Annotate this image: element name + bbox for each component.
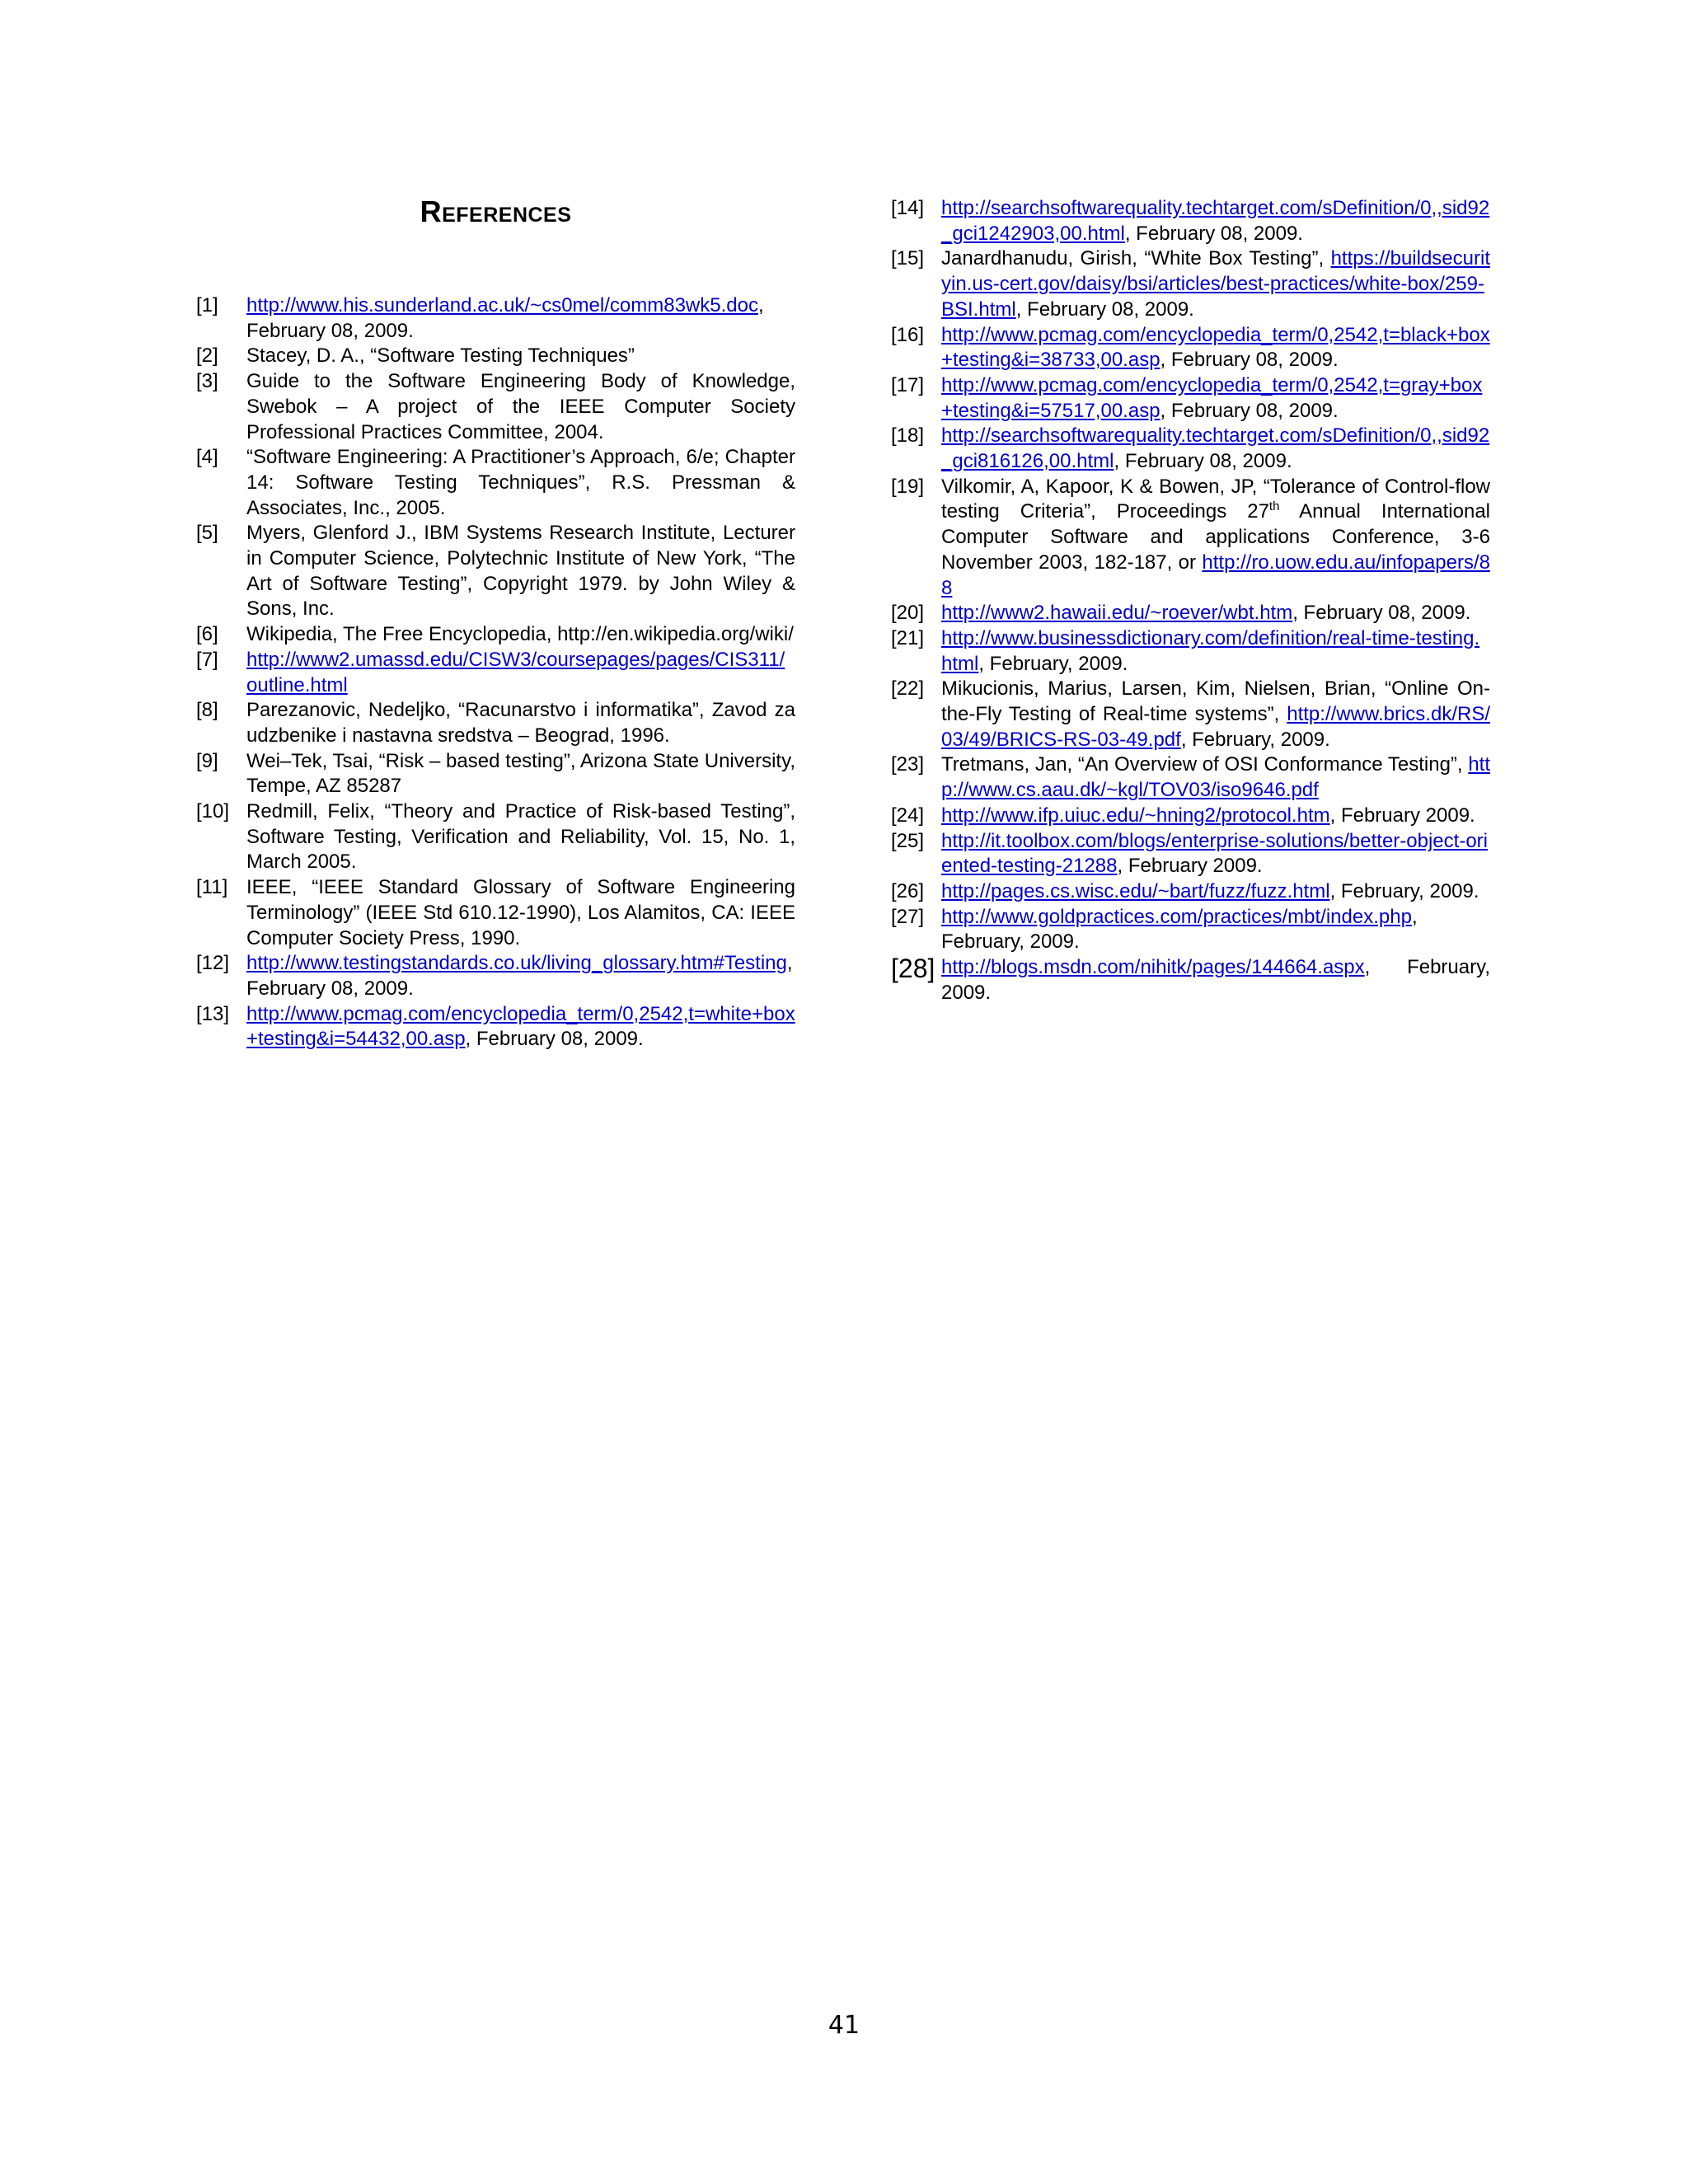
reference-number: [27] (891, 905, 925, 928)
reference-number: [5] (196, 522, 218, 545)
reference-item (891, 905, 1490, 955)
reference-item (891, 323, 1490, 373)
reference-number: [21] (891, 626, 925, 649)
reference-text (941, 955, 1490, 1005)
reference-url-link[interactable]: http://www.brics.dk/RS/03/49/BRICS-RS-03-49.pdf (941, 703, 1490, 751)
reference-access-date: , February 08, 2009. (1160, 349, 1339, 372)
reference-access-date: , February 08, 2009. (246, 294, 764, 342)
reference-number: [24] (891, 804, 925, 827)
reference-url-link[interactable]: http://searchsoftwarequality.techtarget.com/sDefinition/0,,sid92_gci816126,00.html (941, 424, 1490, 473)
reference-number: [1] (196, 294, 218, 316)
reference-item (196, 445, 795, 521)
reference-item (196, 293, 795, 344)
reference-access-date: , February, 2009. (978, 652, 1128, 675)
reference-access-date: , February 2009. (1117, 855, 1263, 878)
reference-number: [15] (891, 247, 925, 270)
reference-url-link[interactable]: http://www.cs.aau.dk/~kgl/TOV03/iso9646.pdf (941, 753, 1490, 802)
reference-url-link[interactable]: http://www.pcmag.com/encyclopedia_term/0,2542,t=gray+box+testing&i=57517,00.asp (941, 373, 1483, 422)
reference-number: [20] (891, 602, 925, 625)
reference-number: [9] (196, 749, 218, 772)
reference-text (246, 344, 795, 369)
reference-number: [19] (891, 475, 925, 498)
reference-url-link[interactable]: http://www.businessdictionary.com/definition/real-time-testing.html (941, 626, 1480, 675)
reference-number: [4] (196, 446, 218, 469)
reference-item (891, 196, 1490, 246)
reference-url-link[interactable]: http://blogs.msdn.com/nihitk/pages/144664.aspx (941, 956, 1365, 979)
reference-item (891, 424, 1490, 474)
reference-url-link[interactable]: http://pages.cs.wisc.edu/~bart/fuzz/fuzz.html (941, 879, 1330, 902)
reference-item (891, 373, 1490, 424)
reference-text (941, 879, 1490, 905)
reference-citation: Parezanovic, Nedeljko, “Racunarstvo i informatika”, Zavod za udzbenike i nastavna sredstva – Beograd, 1996. (246, 699, 795, 747)
references-heading: References (420, 194, 572, 228)
reference-citation: Redmill, Felix, “Theory and Practice of Risk-based Testing”, Software Testing, Verification and Reliability, Vol. 15, No. 1, March 2005. (246, 800, 795, 874)
reference-citation: “Software Engineering: A Practitioner’s Approach, 6/e; Chapter 14: Software Testing Techniques”, R.S. Pressman & Associates, Inc., 2005. (246, 446, 795, 519)
reference-list-left (196, 293, 795, 1052)
reference-text (941, 752, 1490, 803)
reference-text (246, 622, 795, 648)
reference-text (941, 829, 1490, 879)
reference-number: [6] (196, 623, 218, 646)
reference-url-link[interactable]: http://www.pcmag.com/encyclopedia_term/0,2542,t=black+box+testing&i=38733,00.asp (941, 323, 1490, 372)
reference-item (891, 879, 1490, 905)
reference-number: [7] (196, 648, 218, 671)
reference-number: [16] (891, 323, 925, 346)
reference-url-link[interactable]: http://www2.umassd.edu/CISW3/coursepages/pages/CIS311/outline.html (246, 648, 785, 696)
reference-item (196, 648, 795, 698)
reference-access-date: , February 2009. (1329, 804, 1475, 827)
reference-url-link[interactable]: http://www.ifp.uiuc.edu/~hning2/protocol.htm (941, 804, 1330, 827)
reference-item (891, 246, 1490, 322)
reference-item (891, 829, 1490, 879)
reference-item (196, 369, 795, 445)
reference-number: [2] (196, 344, 218, 368)
reference-number: [12] (196, 952, 230, 975)
reference-text (941, 373, 1490, 424)
reference-citation: Janardhanudu, Girish, “White Box Testing”, (941, 247, 1331, 270)
reference-citation: Wikipedia, The Free Encyclopedia, http://en.wikipedia.org/wiki/ (246, 623, 794, 646)
reference-citation: Guide to the Software Engineering Body of Knowledge, Swebok – A project of the IEEE Computer Society Professional Practices Committee, 2004. (246, 370, 795, 443)
reference-access-date: , February, 2009. (941, 905, 1418, 954)
reference-item (196, 1002, 795, 1052)
reference-access-date: , February 08, 2009. (246, 952, 793, 1000)
reference-url-link[interactable]: http://www.his.sunderland.ac.uk/~cs0mel/comm83wk5.doc (246, 294, 758, 316)
reference-text (941, 475, 1490, 602)
reference-url-link[interactable]: http://www2.hawaii.edu/~roever/wbt.htm (941, 602, 1293, 625)
reference-item (891, 475, 1490, 602)
reference-text (246, 445, 795, 521)
reference-citation: Myers, Glenford J., IBM Systems Research Institute, Lecturer in Computer Science, Polytechnic Institute of New York, “The Art of Software Testing”, Copyright 1979. by John Wiley & Sons, Inc. (246, 522, 795, 621)
reference-number: [17] (891, 373, 925, 396)
reference-url-link[interactable]: http://www.pcmag.com/encyclopedia_term/0,2542,t=white+box+testing&i=54432,00.asp (246, 1002, 795, 1051)
reference-item (891, 677, 1490, 752)
reference-citation: Stacey, D. A., “Software Testing Techniques” (246, 344, 635, 368)
reference-item (196, 698, 795, 748)
reference-number: [22] (891, 677, 925, 701)
reference-item (196, 875, 795, 951)
reference-access-date: , February, 2009. (1180, 728, 1330, 751)
reference-item (196, 951, 795, 1001)
reference-text (246, 698, 795, 748)
reference-citation: Vilkomir, A, Kapoor, K & Bowen, JP, “Tolerance of Control-flow testing Criteria”, Proceedings 27 (941, 475, 1490, 523)
reference-text (246, 648, 795, 698)
reference-access-date: , February 08, 2009. (1015, 298, 1194, 321)
reference-item (891, 804, 1490, 829)
reference-url-link[interactable]: http://ro.uow.edu.au/infopapers/88 (941, 551, 1490, 599)
reference-text (941, 246, 1490, 322)
reference-text (246, 521, 795, 622)
reference-item (891, 955, 1490, 1005)
ordinal-superscript: th (1268, 499, 1280, 514)
reference-text (941, 677, 1490, 752)
reference-url-link[interactable]: http://searchsoftwarequality.techtarget.com/sDefinition/0,,sid92_gci1242903,00.html (941, 197, 1490, 245)
reference-url-link[interactable]: http://www.testingstandards.co.uk/living_glossary.htm#Testing (246, 952, 787, 975)
reference-access-date: , February 08, 2009. (465, 1028, 644, 1051)
page-number: 41 (828, 2011, 860, 2040)
reference-text (246, 799, 795, 875)
reference-number: [10] (196, 800, 230, 823)
reference-text (246, 875, 795, 951)
reference-url-link[interactable]: https://buildsecurityin.us-cert.gov/daisy/bsi/articles/best-practices/white-box/259-BSI.html (941, 247, 1490, 321)
reference-number: [25] (891, 829, 925, 852)
reference-item (891, 626, 1490, 677)
reference-access-date: , February 08, 2009. (1160, 399, 1339, 422)
reference-text (246, 1002, 795, 1052)
reference-text (941, 804, 1490, 829)
reference-number: [26] (891, 879, 925, 902)
reference-citation: Wei–Tek, Tsai, “Risk – based testing”, Arizona State University, Tempe, AZ 85287 (246, 749, 795, 798)
reference-text (941, 424, 1490, 474)
reference-text (941, 905, 1490, 955)
reference-text (246, 749, 795, 799)
reference-access-date: , February 08, 2009. (1292, 602, 1471, 625)
reference-text (941, 196, 1490, 246)
reference-access-date: , February, 2009. (941, 956, 1490, 1004)
reference-item (891, 601, 1490, 626)
reference-number: [18] (891, 424, 925, 448)
reference-url-link[interactable]: http://it.toolbox.com/blogs/enterprise-solutions/better-object-oriented-testing-21288 (941, 829, 1488, 878)
reference-number: [13] (196, 1002, 230, 1025)
reference-item (196, 521, 795, 622)
reference-text (246, 293, 795, 344)
reference-access-date: , February 08, 2009. (1124, 222, 1303, 245)
reference-number: [23] (891, 753, 925, 776)
reference-citation: IEEE, “IEEE Standard Glossary of Software Engineering Terminology” (IEEE Std 610.12-1990), Los Alamitos, CA: IEEE Computer Society Press, 1990. (246, 876, 795, 949)
reference-number: [8] (196, 699, 218, 722)
reference-item (196, 344, 795, 369)
reference-item (891, 752, 1490, 803)
reference-text (941, 601, 1490, 626)
reference-url-link[interactable]: http://www.goldpractices.com/practices/mbt/index.php (941, 905, 1412, 928)
reference-number: [14] (891, 197, 925, 219)
reference-number: [28] (891, 954, 935, 984)
reference-number: [11] (196, 876, 228, 899)
reference-access-date: , February, 2009. (1329, 879, 1479, 902)
reference-list-right (891, 196, 1490, 1006)
reference-citation: Mikucionis, Marius, Larsen, Kim, Nielsen, Brian, “Online On-the-Fly Testing of Real-time systems”, (941, 677, 1490, 726)
reference-text (941, 323, 1490, 373)
reference-citation-continued: Annual International Computer Software and applications Conference, 3-6 November 2003, 182-187, or (941, 500, 1490, 574)
reference-access-date: , February 08, 2009. (1114, 450, 1292, 473)
reference-citation: Tretmans, Jan, “An Overview of OSI Conformance Testing”, (941, 753, 1469, 776)
reference-number: [3] (196, 370, 218, 393)
reference-item (196, 622, 795, 648)
reference-text (941, 626, 1490, 677)
reference-item (196, 799, 795, 875)
reference-text (246, 951, 795, 1001)
reference-item (196, 749, 795, 799)
reference-text (246, 369, 795, 445)
